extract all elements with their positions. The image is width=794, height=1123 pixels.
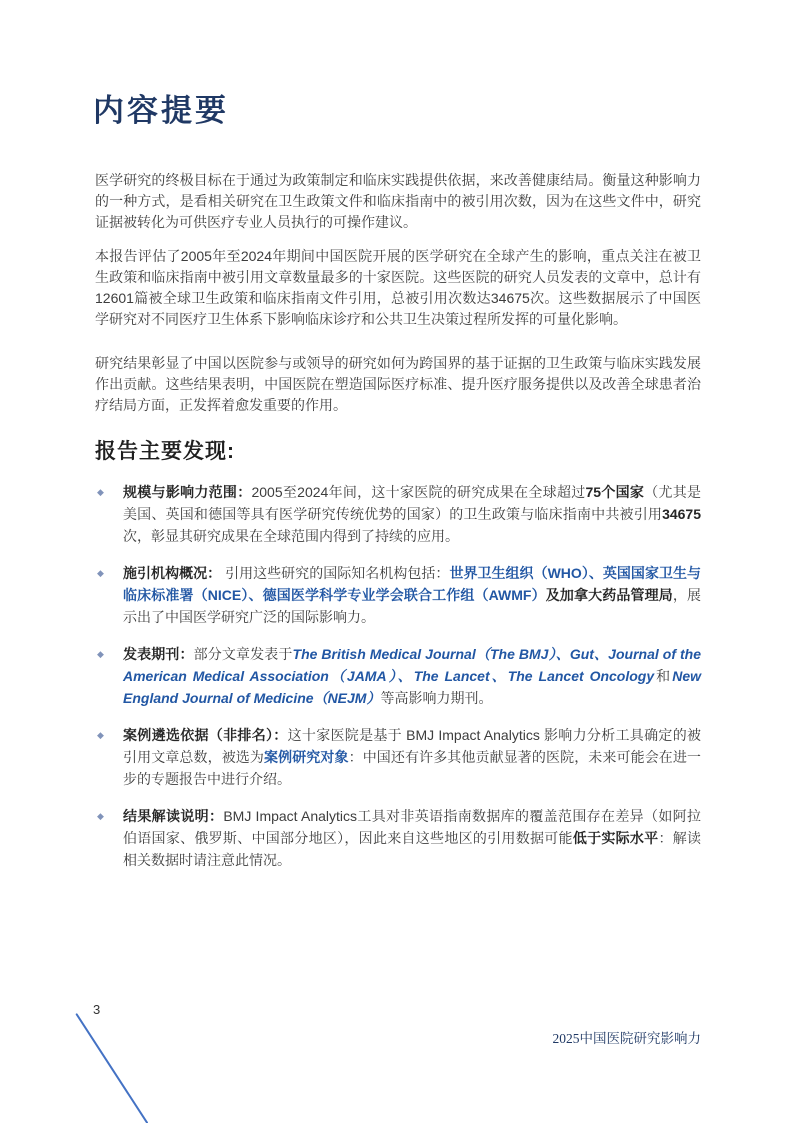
footer-running-title: 2025中国医院研究影响力: [552, 1031, 701, 1046]
text-segment: ，展示出了中国医学研究广泛的国际影响力。: [123, 587, 702, 625]
finding-label: 结果解读说明：: [123, 808, 224, 824]
finding-text: [123, 481, 701, 547]
text-segment: 34675: [662, 506, 701, 522]
text-segment: 低于实际水平: [572, 830, 659, 846]
text-segment: 2005至2024年间，这十家医院的研究成果在全球超过: [251, 484, 586, 500]
text-segment: 及加拿大药品管理局: [545, 587, 673, 603]
text-segment: ：解读相关数据时请注意此情况。: [123, 830, 702, 868]
diamond-icon: ◆: [97, 649, 104, 659]
finding-item: [95, 481, 701, 547]
page-number: 3: [93, 1002, 101, 1017]
findings-heading: 报告主要发现:: [95, 440, 235, 463]
text-segment: BMJ Impact Analytics工具对非英语指南数据库的覆盖范围存在差异（如阿拉伯语国家、俄罗斯、中国部分地区），因此来自这些地区的引用数据可能: [123, 808, 701, 846]
text-segment: 次，彰显其研究成果在全球范围内得到了持续的应用。: [123, 528, 459, 544]
text-segment: New England Journal of Medicine（NEJM）: [123, 668, 705, 706]
finding-label: 施引机构概况：: [123, 565, 222, 581]
finding-label: 案例遴选依据（非排名）：: [123, 727, 288, 743]
text-segment: ：中国还有许多其他贡献显著的医院，未来可能会在进一步的专题报告中进行介绍。: [123, 749, 702, 787]
text-segment: 研究结果彰显了中国以医院参与或领导的研究如何为跨国界的基于证据的卫生政策与临床实践发展作出贡献。这些结果表明，中国医院在塑造国际医疗标准、提升医疗服务提供以及改善全球患者治疗结局方面，正发挥着愈发重要的作用。: [95, 355, 701, 413]
finding-item: [95, 562, 701, 628]
finding-text: [123, 643, 705, 709]
text-segment: 本报告评估了2005年至2024年期间中国医院开展的医学研究在全球产生的影响，重点关注在被卫生政策和临床指南中被引用文章数量最多的十家医院。这些医院的研究人员发表的文章中，总计有12601篇被全球卫生政策和临床指南文件引用，总被引用次数达34675次。这些数据展示了中国医学研究对不同医疗卫生体系下影响临床诊疗和公共卫生决策过程所发挥的可量化影响。: [95, 248, 701, 327]
summary-paragraph: [95, 170, 701, 233]
finding-label: 发表期刊：: [123, 646, 194, 662]
finding-text: [123, 562, 701, 628]
text-segment: 75个国家: [585, 484, 645, 500]
diamond-icon: ◆: [97, 811, 104, 821]
text-segment: （尤其是美国、英国和德国等具有医学研究传统优势的国家）的卫生政策与临床指南中共被引用: [123, 484, 702, 522]
text-segment: 引用这些研究的国际知名机构包括：: [221, 565, 450, 581]
text-segment: 案例研究对象: [264, 749, 349, 765]
text-segment: 医学研究的终极目标在于通过为政策制定和临床实践提供依据，来改善健康结局。衡量这种影响力的一种方式，是看相关研究在卫生政策文件和临床指南中的被引用次数，因为在这些文件中，研究证据被转化为可供医疗专业人员执行的可操作建议。: [95, 172, 701, 230]
page-title: 内容提要: [93, 93, 229, 128]
text-segment: 部分文章发表于: [193, 646, 293, 662]
summary-paragraph: [95, 353, 701, 416]
diamond-icon: ◆: [97, 487, 104, 497]
finding-text: [123, 805, 701, 871]
finding-label: 规模与影响力范围：: [123, 484, 252, 500]
finding-item: [95, 643, 705, 709]
findings-list: [95, 481, 705, 886]
finding-text: [123, 724, 701, 790]
text-segment: 和: [654, 668, 673, 684]
text-segment: 这十家医院是基于 BMJ Impact Analytics 影响力分析工具确定的被引用文章总数，被选为: [123, 727, 701, 765]
text-segment: The British Medical Journal（The BMJ）、Gut、Journal of the American Medical Association（JAMA）、The Lancet、The Lancet Oncology: [123, 646, 705, 684]
text-segment: 等高影响力期刊。: [380, 690, 493, 706]
summary-paragraph: [95, 246, 701, 330]
diamond-icon: ◆: [97, 568, 104, 578]
text-segment: 世界卫生组织（WHO）、英国国家卫生与临床标准署（NICE）、德国医学科学专业学会联合工作组（AWMF）: [123, 565, 702, 603]
diamond-icon: ◆: [97, 730, 104, 740]
finding-item: [95, 805, 701, 871]
finding-item: [95, 724, 701, 790]
